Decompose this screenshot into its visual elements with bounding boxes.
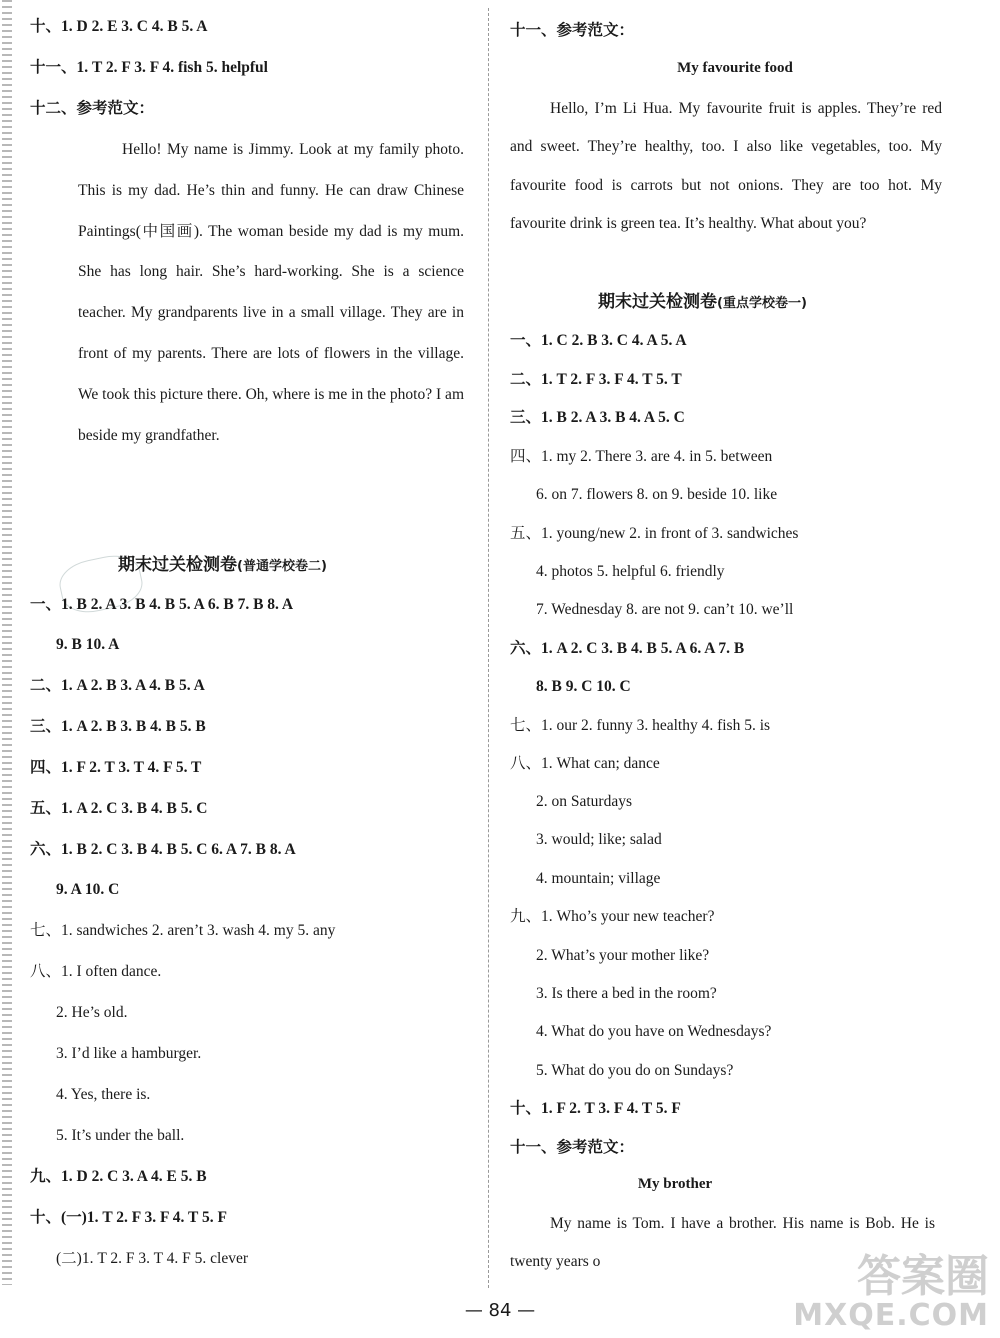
answer-line: 九、1. D 2. C 3. A 4. E 5. B (30, 1168, 207, 1185)
answer-line: 十、1. D 2. E 3. C 4. B 5. A (30, 18, 208, 35)
answer-line: 八、1. I often dance. (30, 963, 162, 980)
watermark-logo (793, 1240, 995, 1335)
section-title (118, 554, 327, 578)
essay-title: My favourite food (677, 60, 793, 76)
answer-line: 4. photos 5. helpful 6. friendly (536, 563, 725, 580)
answer-line: 三、1. B 2. A 3. B 4. A 5. C (510, 409, 685, 426)
answer-line: 七、1. our 2. funny 3. healthy 4. fish 5. is (510, 717, 771, 734)
answer-line: 五、1. A 2. C 3. B 4. B 5. C (30, 800, 208, 817)
answer-line: 六、1. B 2. C 3. B 4. B 5. C 6. A 7. B 8. A (30, 841, 296, 858)
answer-line: 5. It’s under the ball. (56, 1127, 185, 1144)
answer-line: 九、1. Who’s your new teacher? (510, 908, 715, 925)
answer-line: 3. Is there a bed in the room? (536, 985, 717, 1002)
answer-line: 三、1. A 2. B 3. B 4. B 5. B (30, 718, 206, 735)
answer-line: 四、1. F 2. T 3. T 4. F 5. T (30, 759, 202, 776)
section-title-text: 期末过关检测卷 (118, 555, 237, 575)
watermark-text: 答案圈 (857, 1251, 989, 1302)
answer-line: 五、1. young/new 2. in front of 3. sandwiches (510, 525, 799, 542)
column-divider (488, 8, 489, 1288)
answer-line: 一、1. B 2. A 3. B 4. B 5. A 6. B 7. B 8. A (30, 596, 294, 613)
answer-line: 7. Wednesday 8. are not 9. can’t 10. we’ll (536, 601, 794, 618)
answer-line: 四、1. my 2. There 3. are 4. in 5. between (510, 448, 773, 465)
answer-line: 十一、1. T 2. F 3. F 4. fish 5. helpful (30, 59, 268, 76)
answer-line: 8. B 9. C 10. C (536, 678, 631, 695)
answer-line: 5. What do you do on Sundays? (536, 1062, 734, 1079)
answer-line: 一、1. C 2. B 3. C 4. A 5. A (510, 332, 687, 349)
answer-line: 十二、参考范文： (30, 100, 155, 117)
answer-line: 3. I’d like a hamburger. (56, 1045, 202, 1062)
section-title-text: 期末过关检测卷 (598, 292, 717, 312)
answer-line: 七、1. sandwiches 2. aren’t 3. wash 4. my 5. any (30, 922, 336, 939)
answer-line: 二、1. T 2. F 3. F 4. T 5. T (510, 371, 682, 388)
answer-line: 二、1. A 2. B 3. A 4. B 5. A (30, 677, 205, 694)
answer-line: 六、1. A 2. C 3. B 4. B 5. A 6. A 7. B (510, 640, 745, 657)
answer-line: 八、1. What can; dance (510, 755, 660, 772)
answer-line: 十、(一)1. T 2. F 3. F 4. T 5. F (30, 1209, 227, 1226)
answer-line: 4. Yes, there is. (56, 1086, 151, 1103)
section-subtitle: (重点学校卷一) (717, 296, 807, 311)
section-subtitle: (普通学校卷二) (237, 559, 327, 574)
sample-essay-family-photo: Hello! My name is Jimmy. Look at my family photo. This is my dad. He’s thin and funny. He can draw Chinese Paintings(中国画). The woman beside my dad is my mum. She has long hair. She’s hard-working. She is a science teacher. My grandparents live in a small village. They are in front of my parents. There are lots of flowers in the village. We took this picture there. Oh, where is me in the photo? I am beside my grandfather. (78, 141, 464, 444)
page-number: — 84 — (464, 1300, 536, 1321)
answer-line: 2. He’s old. (56, 1004, 128, 1021)
section-title (598, 291, 807, 315)
sample-essay-my-brother: My name is Tom. I have a brother. His name is Bob. He is twenty years o (510, 1215, 935, 1271)
answer-line: 2. on Saturdays (536, 793, 633, 810)
answer-line: 4. What do you have on Wednesdays? (536, 1023, 772, 1040)
answer-line: 4. mountain; village (536, 870, 661, 887)
essay-title: My brother (637, 1176, 713, 1192)
sample-essay-favourite-food: Hello, I’m Li Hua. My favourite fruit is apples. They’re red and sweet. They’re healthy, too. I also like vegetables, too. My favourite food is carrots but not onions. They are too hot. My favourite drink is green tea. It’s healthy. What about you? (510, 100, 942, 233)
answer-line: 十、1. F 2. T 3. F 4. T 5. F (510, 1100, 681, 1117)
answer-line: 十一、参考范文： (510, 1139, 635, 1156)
answer-line: 3. would; like; salad (536, 831, 662, 848)
binding-edge (2, 0, 12, 1285)
answer-line: 十一、参考范文： (510, 22, 635, 39)
watermark-url: MXQE.COM (793, 1298, 989, 1333)
answer-line: 9. B 10. A (56, 636, 120, 653)
answer-line: 6. on 7. flowers 8. on 9. beside 10. like (536, 486, 778, 503)
answer-line: (二)1. T 2. F 3. T 4. F 5. clever (56, 1250, 249, 1267)
answer-line: 2. What’s your mother like? (536, 947, 710, 964)
answer-line: 9. A 10. C (56, 881, 120, 898)
